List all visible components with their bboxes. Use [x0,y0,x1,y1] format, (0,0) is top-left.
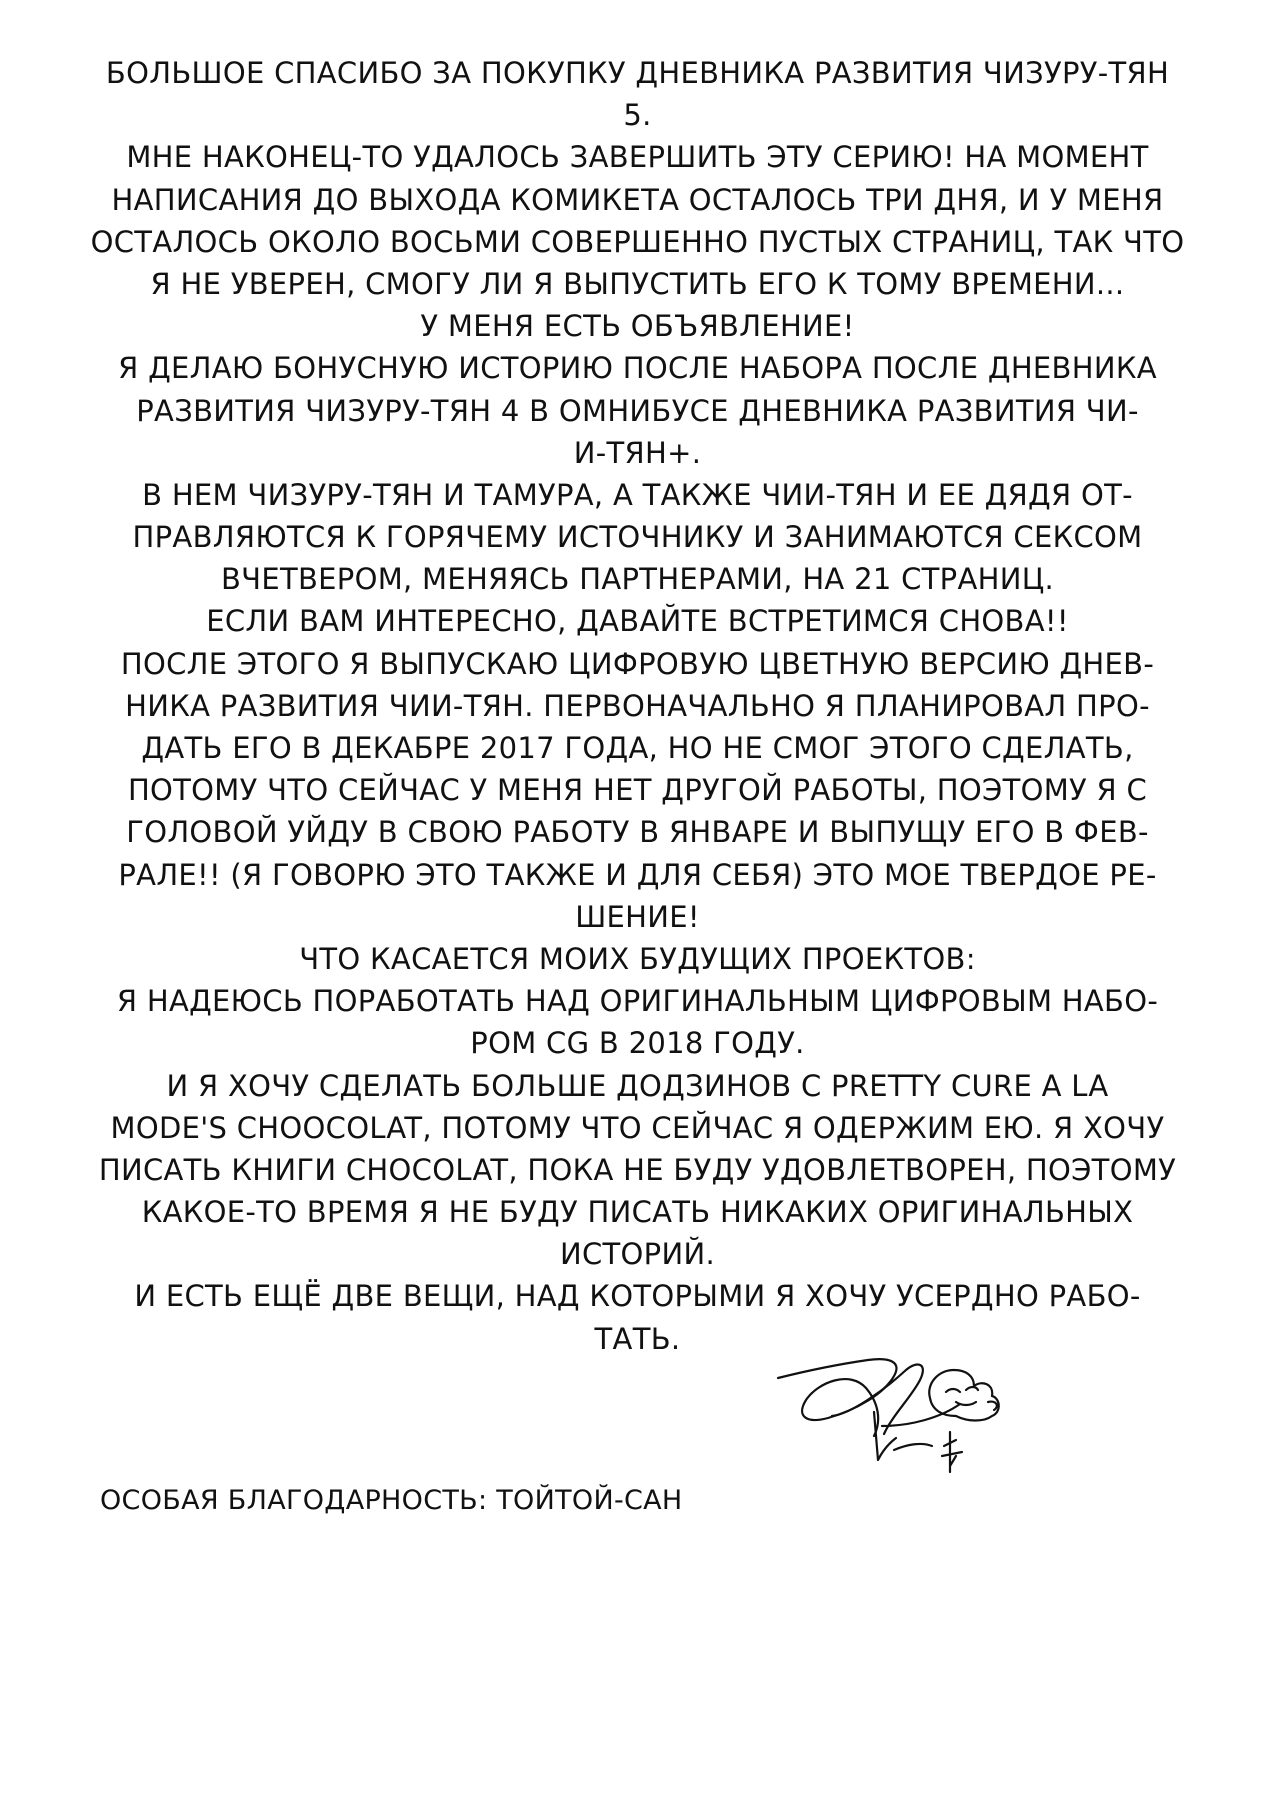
afterword-line: ЕСЛИ ВАМ ИНТЕРЕСНО, ДАВАЙТЕ ВСТРЕТИМСЯ СНОВА!! [206,604,1069,639]
signature-stroke [894,1444,932,1450]
afterword-line: ПОТОМУ ЧТО СЕЙЧАС У МЕНЯ НЕТ ДРУГОЙ РАБОТЫ, ПОЭТОМУ Я С [127,773,1148,808]
afterword-line: ВЧЕТВЕРОМ, МЕНЯЯСЬ ПАРТНЕРАМИ, НА 21 СТРАНИЦ. [220,562,1055,597]
afterword-line: ШЕНИЕ! [575,899,700,934]
afterword-line: 5. [623,98,652,133]
afterword-line: У МЕНЯ ЕСТЬ ОБЪЯВЛЕНИЕ! [420,309,855,344]
afterword-line: Я ДЕЛАЮ БОНУСНУЮ ИСТОРИЮ ПОСЛЕ НАБОРА ПОСЛЕ ДНЕВНИКА [118,351,1157,386]
afterword-line: Я НЕ УВЕРЕН, СМОГУ ЛИ Я ВЫПУСТИТЬ ЕГО К ТОМУ ВРЕМЕНИ... [150,266,1125,301]
signature-stroke [778,1359,896,1436]
afterword-line: РАЛЕ!! (Я ГОВОРЮ ЭТО ТАКЖЕ И ДЛЯ СЕБЯ) ЭТО МОЕ ТВЕРДОЕ РЕ- [118,857,1157,892]
afterword-line: В НЕМ ЧИЗУРУ-ТЯН И ТАМУРА, А ТАКЖЕ ЧИИ-ТЯН И ЕЕ ДЯДЯ ОТ- [142,477,1133,512]
afterword-line: ГОЛОВОЙ УЙДУ В СВОЮ РАБОТУ В ЯНВАРЕ И ВЫПУЩУ ЕГО В ФЕВ- [126,815,1149,850]
afterword-line: ИСТОРИЙ. [560,1237,715,1272]
afterword-line: ПОСЛЕ ЭТОГО Я ВЫПУСКАЮ ЦИФРОВУЮ ЦВЕТНУЮ ВЕРСИЮ ДНЕВ- [120,646,1155,681]
afterword-line: И Я ХОЧУ СДЕЛАТЬ БОЛЬШЕ ДОДЗИНОВ С PRETTY CURE A LA [166,1068,1109,1103]
afterword-line: И ЕСТЬ ЕЩЁ ДВЕ ВЕЩИ, НАД КОТОРЫМИ Я ХОЧУ УСЕРДНО РАБО- [134,1279,1141,1314]
afterword-line: И-ТЯН+. [573,435,702,470]
afterword-line: МНЕ НАКОНЕЦ-ТО УДАЛОСЬ ЗАВЕРШИТЬ ЭТУ СЕРИЮ! НА МОМЕНТ [126,140,1149,175]
afterword-line: РОМ CG В 2018 ГОДУ. [470,1026,805,1061]
afterword-line: ТАТЬ. [594,1321,681,1356]
afterword-line: КАКОЕ-ТО ВРЕМЯ Я НЕ БУДУ ПИСАТЬ НИКАКИХ ОРИГИНАЛЬНЫХ [141,1195,1134,1230]
afterword-line: ОСТАЛОСЬ ОКОЛО ВОСЬМИ СОВЕРШЕННО ПУСТЫХ СТРАНИЦ, ТАК ЧТО [90,224,1185,259]
afterword-line: Я НАДЕЮСЬ ПОРАБОТАТЬ НАД ОРИГИНАЛЬНЫМ ЦИФРОВЫМ НАБО- [116,984,1159,1019]
afterword-line: ПИСАТЬ КНИГИ CHOCOLAT, ПОКА НЕ БУДУ УДОВЛЕТВОРЕН, ПОЭТОМУ [98,1152,1177,1187]
afterword-line: НИКА РАЗВИТИЯ ЧИИ-ТЯН. ПЕРВОНАЧАЛЬНО Я ПЛАНИРОВАЛ ПРО- [125,688,1150,723]
special-thanks: ОСОБАЯ БЛАГОДАРНОСТЬ: ТОЙТОЙ-САН [100,1485,683,1516]
signature-stroke [942,1432,962,1472]
afterword-line: РАЗВИТИЯ ЧИЗУРУ-ТЯН 4 В ОМНИБУСЕ ДНЕВНИКА РАЗВИТИЯ ЧИ- [136,393,1139,428]
signature-stroke [929,1370,999,1421]
signature-stroke [946,1387,978,1405]
afterword-line: НАПИСАНИЯ ДО ВЫХОДА КОМИКЕТА ОСТАЛОСЬ ТРИ ДНЯ, И У МЕНЯ [111,182,1164,217]
afterword-line: ДАТЬ ЕГО В ДЕКАБРЕ 2017 ГОДА, НО НЕ СМОГ ЭТОГО СДЕЛАТЬ, [141,731,1134,765]
signature-stroke [988,1402,997,1410]
afterword-line: БОЛЬШОЕ СПАСИБО ЗА ПОКУПКУ ДНЕВНИКА РАЗВИТИЯ ЧИЗУРУ-ТЯН [105,56,1170,90]
afterword-line: ПРАВЛЯЮТСЯ К ГОРЯЧЕМУ ИСТОЧНИКУ И ЗАНИМАЮТСЯ СЕКСОМ [132,520,1143,555]
afterword-line: MODE'S CHOOCOLAT, ПОТОМУ ЧТО СЕЙЧАС Я ОДЕРЖИМ ЕЮ. Я ХОЧУ [110,1110,1165,1145]
afterword-line: ЧТО КАСАЕТСЯ МОИХ БУДУЩИХ ПРОЕКТОВ: [299,941,976,976]
author-signature [770,1340,1030,1490]
afterword-text [60,52,1215,1360]
